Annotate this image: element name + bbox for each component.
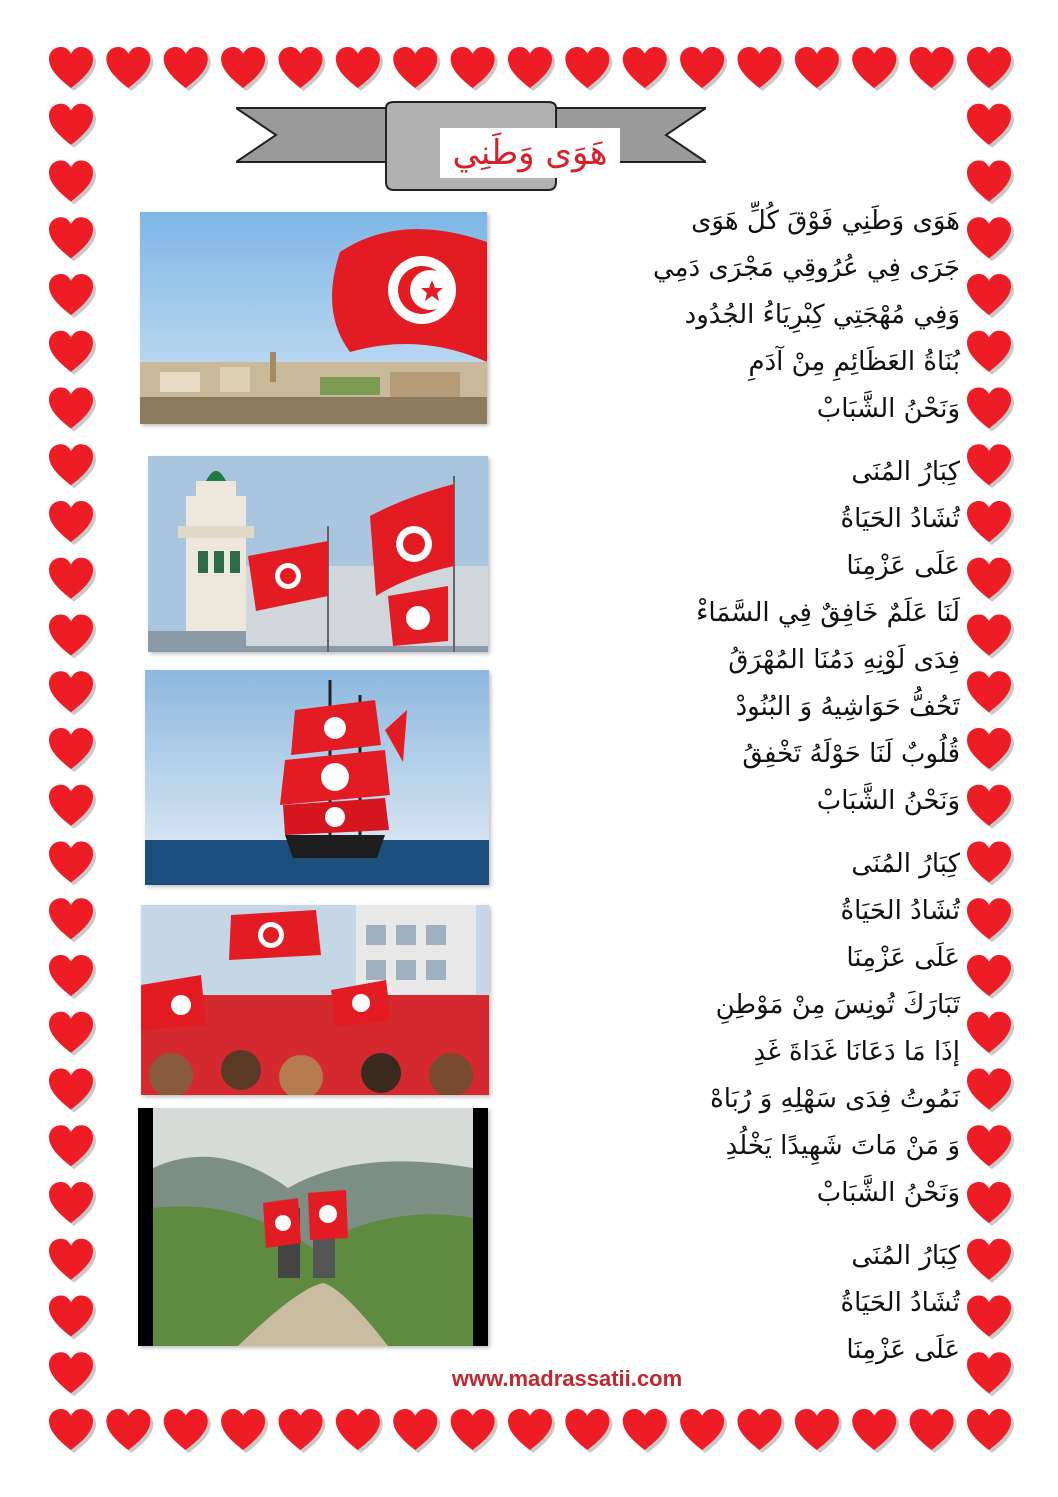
heart-icon: [852, 1409, 899, 1453]
poem-line: عَلَى عَزْمِنَا: [846, 943, 960, 973]
poem-line: لَنَا عَلَمٌ خَافِقٌ فِي السَّمَاءْ: [696, 598, 960, 628]
poem-line: تَحُفُّ حَوَاشِيهُ وَ البُنُودْ: [735, 692, 960, 722]
heart-icon: [279, 1409, 326, 1453]
heart-icon: [49, 1182, 96, 1226]
heart-icon: [795, 1409, 842, 1453]
heart-icon: [967, 47, 1014, 91]
heart-icon: [336, 1409, 383, 1453]
poem-line: عَلَى عَزْمِنَا: [846, 1335, 960, 1365]
heart-icon: [49, 161, 96, 205]
heart-icon: [967, 615, 1014, 659]
poem-stanza: [520, 198, 960, 433]
heart-icon: [680, 47, 727, 91]
heart-icon: [451, 47, 498, 91]
heart-icon: [164, 1409, 211, 1453]
heart-icon: [49, 558, 96, 602]
heart-icon: [967, 842, 1014, 886]
poem-line: هَوَى وَطَنِي فَوْقَ كُلِّ هَوَى: [691, 206, 960, 236]
heart-icon: [967, 1182, 1014, 1226]
heart-icon: [49, 1125, 96, 1169]
heart-icon: [49, 785, 96, 829]
heart-icon: [49, 671, 96, 715]
poem-line: كِبَارُ المُنَى: [851, 457, 960, 487]
heart-icon: [49, 615, 96, 659]
heart-icon: [221, 1409, 268, 1453]
heart-icon: [967, 728, 1014, 772]
heart-icon: [49, 842, 96, 886]
heart-icon: [336, 47, 383, 91]
heart-icon: [49, 331, 96, 375]
poem-line: جَرَى فِي عُرُوقِي مَجْرَى دَمِي: [652, 253, 960, 283]
hikers-flags-photo: [138, 1108, 488, 1346]
heart-icon: [967, 161, 1014, 205]
poem-stanza: [520, 841, 960, 1217]
poem-stanza: [520, 1233, 960, 1374]
heart-icon: [49, 1012, 96, 1056]
heart-icon: [680, 1409, 727, 1453]
heart-icon: [49, 444, 96, 488]
heart-icon: [967, 1239, 1014, 1283]
heart-icon: [279, 47, 326, 91]
poem-line: وَفِي مُهْجَتِي كِبْرِيَاءُ الجُدُود: [684, 300, 960, 330]
heart-icon: [910, 1409, 957, 1453]
heart-icon: [967, 1069, 1014, 1113]
heart-icon: [393, 1409, 440, 1453]
crowd-flags-photo: [141, 905, 489, 1095]
poem-line: وَنَحْنُ الشَّبَابْ: [816, 1178, 960, 1208]
heart-icon: [49, 388, 96, 432]
poem-line: كِبَارُ المُنَى: [851, 849, 960, 879]
heart-icon: [967, 1012, 1014, 1056]
heart-icon: [967, 1125, 1014, 1169]
heart-icon: [967, 898, 1014, 942]
heart-icon: [393, 47, 440, 91]
poem-line: عَلَى عَزْمِنَا: [846, 551, 960, 581]
minaret-flags-photo: [148, 456, 488, 652]
heart-icon: [164, 47, 211, 91]
heart-icon: [49, 47, 96, 91]
heart-icon: [565, 47, 612, 91]
heart-icon: [49, 1352, 96, 1396]
heart-icon: [49, 104, 96, 148]
poem-line: وَنَحْنُ الشَّبَابْ: [816, 786, 960, 816]
heart-icon: [967, 104, 1014, 148]
heart-icon: [967, 1409, 1014, 1453]
poem: [520, 198, 960, 1374]
heart-icon: [910, 47, 957, 91]
heart-icon: [508, 1409, 555, 1453]
poem-line: قُلُوبٌ لَنَا حَوْلَهُ تَخْفِقُ: [742, 739, 960, 769]
heart-icon: [49, 217, 96, 261]
poem-line: تَبَارَكَ تُونِسَ مِنْ مَوْطِنِ: [715, 990, 960, 1020]
poem-line: فِدَى لَوْنِهِ دَمُنَا المُهْرَقُ: [728, 645, 960, 675]
poem-line: تُشَادُ الحَيَاةُ: [840, 504, 960, 534]
heart-icon: [967, 274, 1014, 318]
poem-line: إذَا مَا دَعَانَا غَدَاةَ غَدِ: [753, 1037, 960, 1067]
heart-icon: [967, 671, 1014, 715]
heart-icon: [967, 558, 1014, 602]
heart-icon: [49, 1069, 96, 1113]
heart-icon: [795, 47, 842, 91]
heart-icon: [623, 1409, 670, 1453]
heart-icon: [967, 501, 1014, 545]
heart-icon: [49, 898, 96, 942]
page-title: هَوَى وَطَنِي: [440, 128, 620, 178]
poem-line: بُنَاةُ العَظَائِمِ مِنْ آدَمِ: [748, 347, 960, 377]
heart-icon: [967, 955, 1014, 999]
heart-icon: [49, 1409, 96, 1453]
heart-icon: [565, 1409, 612, 1453]
heart-icon: [967, 1296, 1014, 1340]
heart-icon: [623, 47, 670, 91]
heart-icon: [508, 47, 555, 91]
city-flag-photo: [140, 212, 487, 424]
heart-icon: [49, 955, 96, 999]
poem-line: تُشَادُ الحَيَاةُ: [840, 1288, 960, 1318]
heart-icon: [967, 1352, 1014, 1396]
heart-icon: [738, 47, 785, 91]
heart-icon: [967, 331, 1014, 375]
heart-icon: [967, 388, 1014, 432]
poem-line: نَمُوتُ فِدَى سَهْلِهِ وَ رُبَاهْ: [710, 1084, 960, 1114]
heart-icon: [106, 47, 153, 91]
poem-line: وَنَحْنُ الشَّبَابْ: [816, 394, 960, 424]
heart-icon: [49, 274, 96, 318]
heart-icon: [49, 728, 96, 772]
heart-icon: [451, 1409, 498, 1453]
heart-icon: [106, 1409, 153, 1453]
heart-icon: [967, 785, 1014, 829]
heart-icon: [49, 1296, 96, 1340]
heart-icon: [852, 47, 899, 91]
ship-flags-photo: [145, 670, 489, 885]
poem-line: وَ مَنْ مَاتَ شَهِيدًا يَخْلُدِ: [725, 1131, 960, 1161]
heart-icon: [738, 1409, 785, 1453]
poem-line: تُشَادُ الحَيَاةُ: [840, 896, 960, 926]
poem-line: كِبَارُ المُنَى: [851, 1241, 960, 1271]
heart-icon: [49, 501, 96, 545]
heart-icon: [967, 217, 1014, 261]
website-url[interactable]: www.madrassatii.com: [451, 1366, 683, 1391]
heart-icon: [49, 1239, 96, 1283]
heart-icon: [221, 47, 268, 91]
heart-icon: [967, 444, 1014, 488]
poem-stanza: [520, 449, 960, 825]
